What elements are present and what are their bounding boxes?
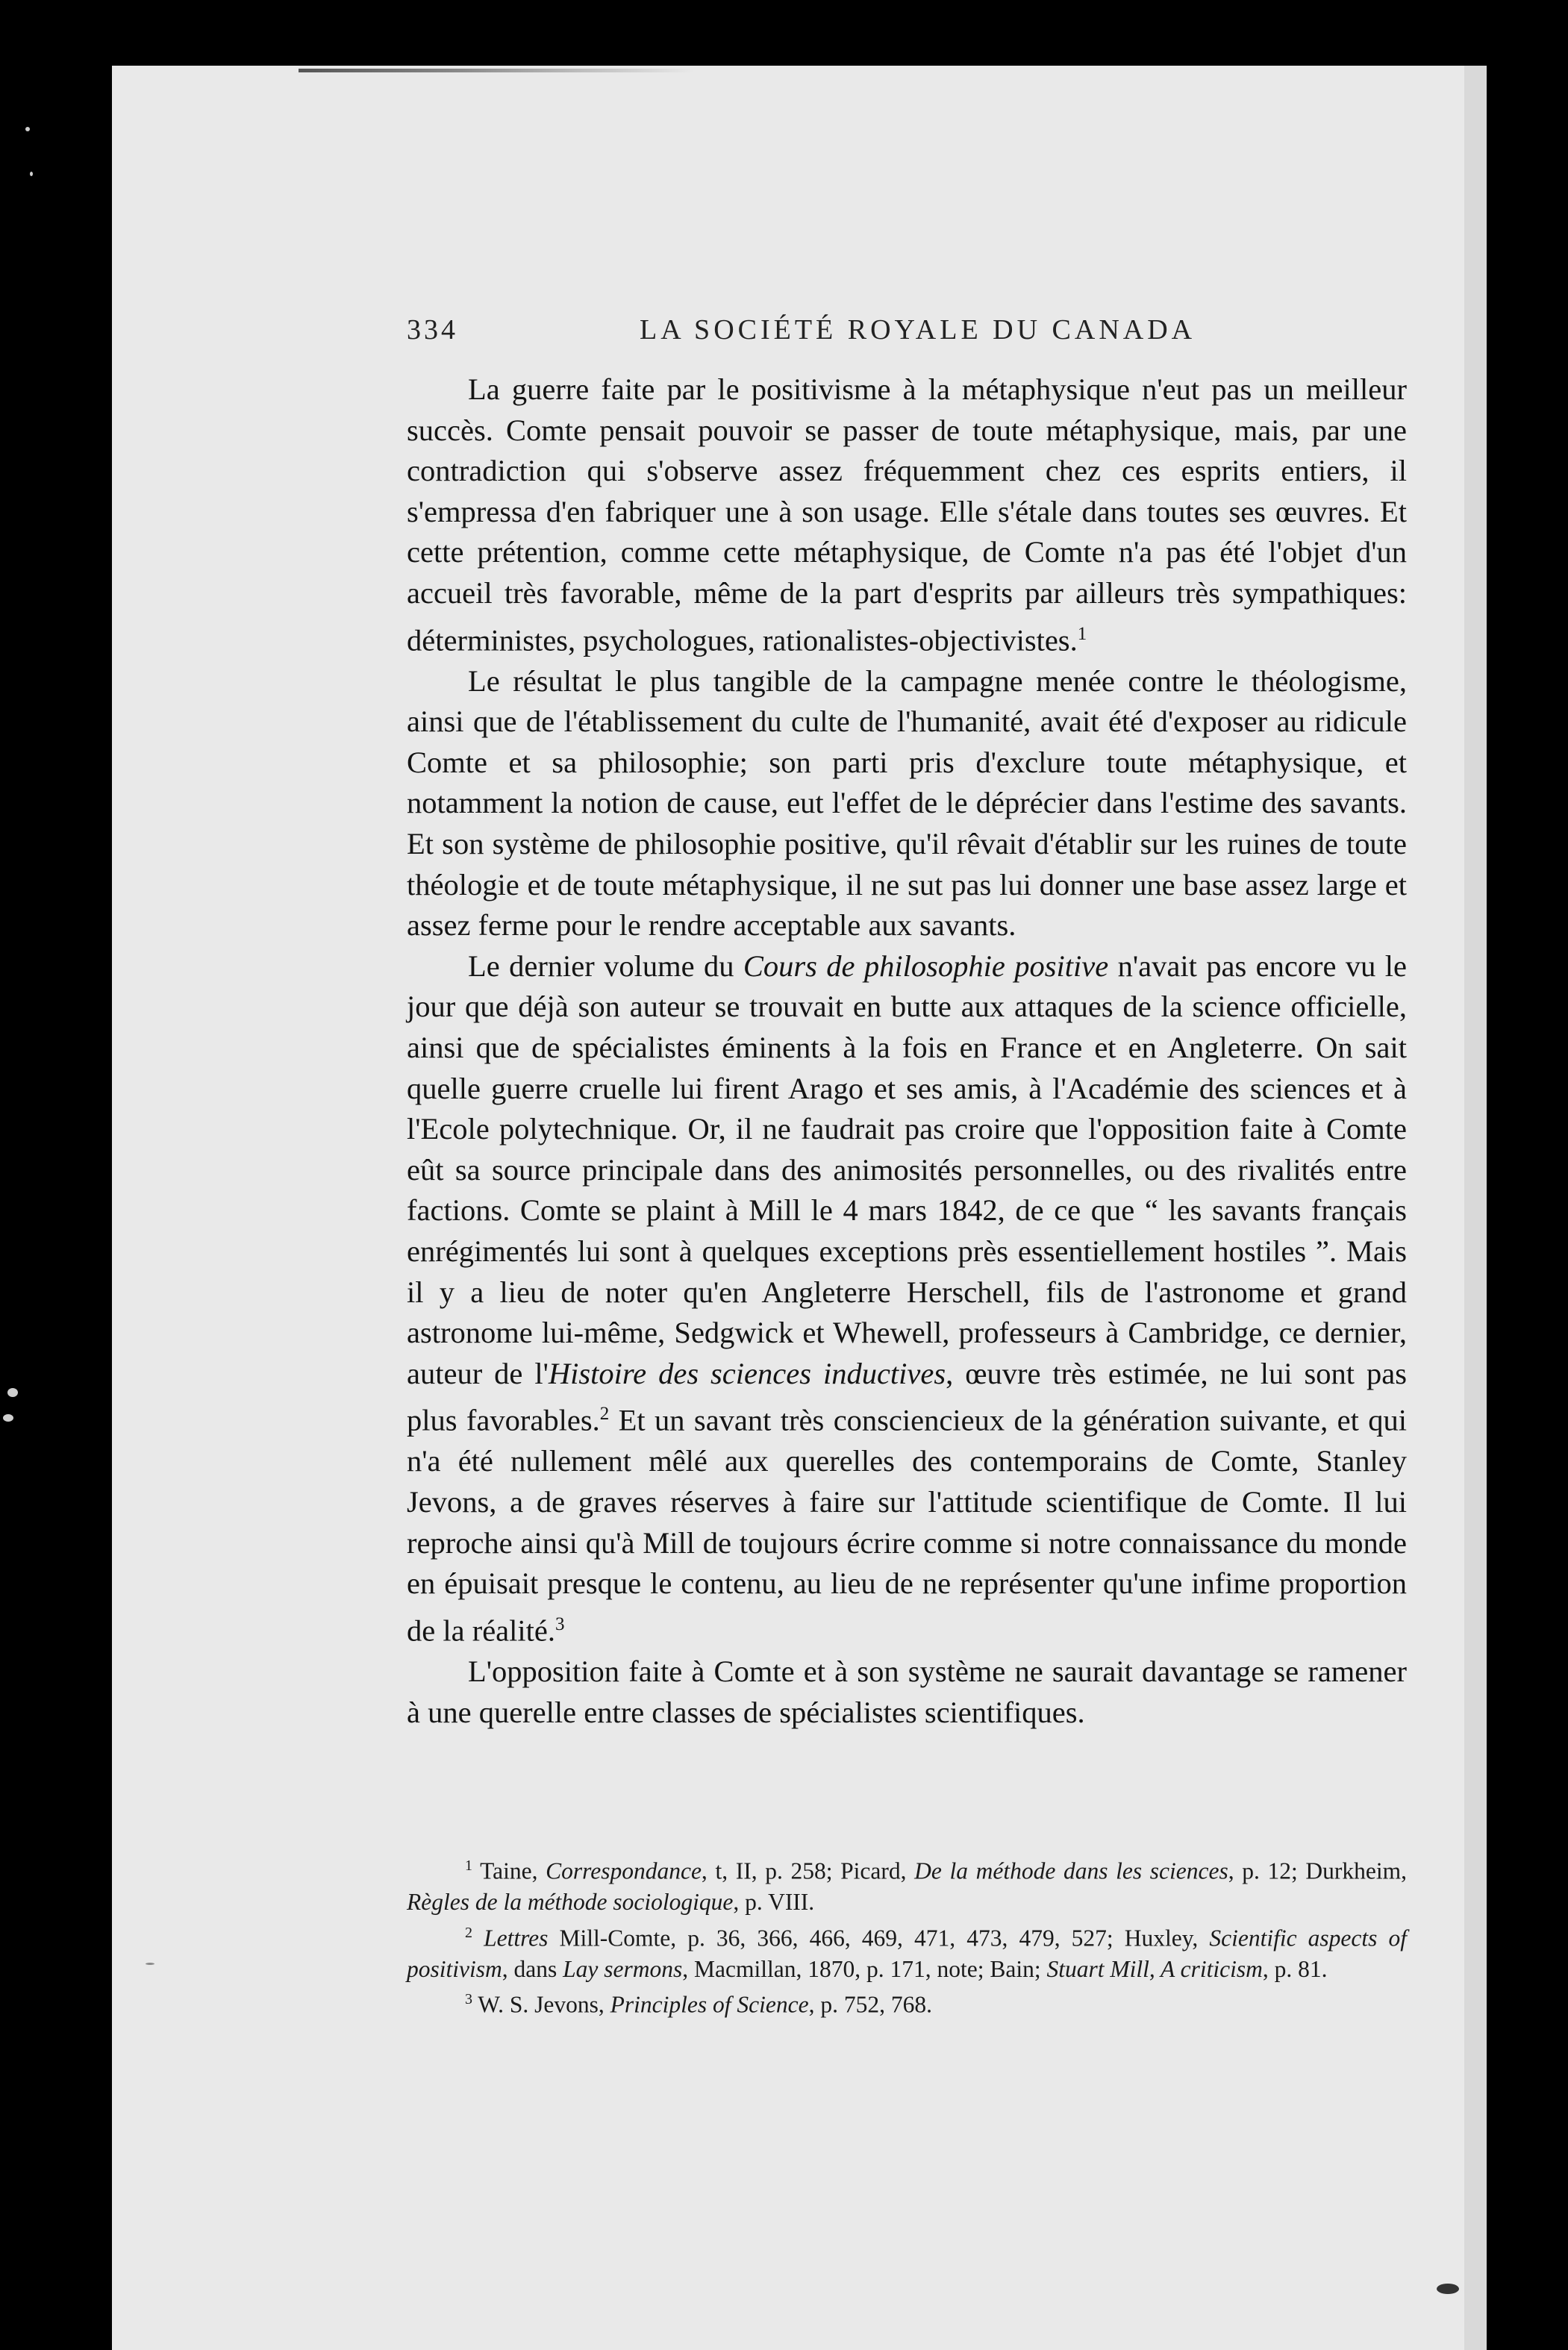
paragraph-text: , œuvre très estimée, ne lui sont pas plus favorables. xyxy=(407,1356,1407,1437)
paragraph-text: Le résultat le plus tangible de la campagne menée contre le théologisme, ainsi que de l'établissement du culte de l'humanité, avait été d'exposer au ridicule Comte et sa philosophie; son parti pris d'exclure toute métaphysique, et notamment la notion de cause, eut l'effet de le déprécier dans l'estime des savants. Et son système de philosophie positive, qu'il rêvait d'établir sur les ruines de toute théologie et de toute métaphysique, il ne sut pas lui donner une base assez large et assez ferme pour le rendre acceptable aux savants. xyxy=(407,663,1407,943)
scan-speck xyxy=(30,172,33,176)
footnote-title: De la méthode dans les sciences xyxy=(914,1857,1228,1884)
scan-speck xyxy=(25,127,30,131)
scan-speck xyxy=(146,1963,154,1965)
footnote-text: Taine, xyxy=(472,1857,546,1884)
footnote-ref: 3 xyxy=(555,1613,565,1634)
paragraph xyxy=(407,1651,1407,1733)
footnote-text: , p. 12; Durkheim, xyxy=(1228,1857,1407,1884)
footnote-number: 1 xyxy=(465,1857,472,1874)
footnote-text: , dans xyxy=(502,1955,563,1982)
footnote-text: W. S. Jevons, xyxy=(472,1991,610,2018)
footnote-title: Scientific aspects of positivism xyxy=(407,1925,1407,1982)
footnote-ref: 1 xyxy=(1077,623,1087,644)
footnote xyxy=(407,1851,1407,1918)
footnote-text: , t, II, p. 258; Picard, xyxy=(701,1857,915,1884)
footnote-number: 3 xyxy=(465,1991,472,2008)
footnote-title: Principles of Science xyxy=(610,1991,809,2018)
paragraph-text: Le dernier volume du xyxy=(468,949,743,983)
footnote-title: Lay sermons xyxy=(563,1955,683,1982)
scan-speck xyxy=(1437,2284,1459,2294)
footnote-title: Règles de la méthode sociologique xyxy=(407,1889,734,1916)
paragraph xyxy=(407,661,1407,946)
scan-speck xyxy=(3,1414,13,1422)
running-header xyxy=(407,313,1414,351)
footnote-number: 2 xyxy=(465,1924,472,1941)
paragraph-text: L'opposition faite à Comte et à son système ne saurait davantage se ramener à une querelle entre classes de spécialistes scientifiques. xyxy=(407,1654,1407,1729)
footnote-title: Stuart Mill, A criticism xyxy=(1046,1955,1263,1982)
footnote xyxy=(407,1984,1407,2020)
footnote-text: , Macmillan, 1870, p. 171, note; Bain; xyxy=(682,1955,1047,1982)
footnotes xyxy=(407,1851,1407,2020)
footnote-title: Correspondance xyxy=(546,1857,702,1884)
footnote xyxy=(407,1918,1407,1985)
book-title: Histoire des sciences inductives xyxy=(548,1356,946,1390)
running-title: LA SOCIÉTÉ ROYALE DU CANADA xyxy=(640,314,1196,346)
footnote-text: , p. 752, 768. xyxy=(808,1991,932,2018)
footnote-text: , p. VIII. xyxy=(733,1889,815,1916)
footnote-text: , p. 81. xyxy=(1262,1955,1328,1982)
scan-artifact-rule xyxy=(299,69,694,72)
paragraph-text: Et un savant très consciencieux de la génération suivante, et qui n'a été nullement mêlé aux querelles des contemporains de Comte, Stanley Jevons, a de graves réserves à faire sur l'attitude scientifique de Comte. Il lui reproche ainsi qu'à Mill de toujours écrire comme si notre connaissance du monde en épuisait presque le contenu, au lieu de ne représenter qu'une infime proportion de la réalité. xyxy=(407,1403,1407,1648)
page-number: 334 xyxy=(407,314,458,346)
paragraph-text: La guerre faite par le positivisme à la métaphysique n'eut pas un meilleur succès. Comte pensait pouvoir se passer de toute métaphysique, mais, par une contradiction qui s'observe assez fréquemment chez ces esprits entiers, il s'empressa d'en fabriquer une à son usage. Elle s'étale dans toutes ses œuvres. Et cette prétention, comme cette métaphysique, de Comte n'a pas été l'objet d'un accueil très favorable, même de la part d'esprits par ailleurs très sympathiques: déterministes, psychologues, rationalistes-objectivistes. xyxy=(407,372,1407,657)
paragraph-text: n'avait pas encore vu le jour que déjà son auteur se trouvait en butte aux attaques de la science officielle, ainsi que de spécialistes éminents à la fois en France et en Angleterre. On sait quelle guerre cruelle lui firent Arago et ses amis, à l'Académie des sciences et à l'Ecole polytechnique. Or, il ne faudrait pas croire que l'opposition faite à Comte eût sa source principale dans des animosités personnelles, ou des rivalités entre factions. Comte se plaint à Mill le 4 mars 1842, de ce que “ les savants français enrégimentés lui sont à quelques exceptions près essentiellement hostiles ”. Mais il y a lieu de noter qu'en Angleterre Herschell, fils de l'astronome et grand astronome lui-même, Sedgwick et Whewell, professeurs à Cambridge, ce dernier, auteur de l' xyxy=(407,949,1407,1390)
footnote-title: Lettres xyxy=(472,1925,549,1951)
body-text xyxy=(407,369,1407,1733)
paragraph xyxy=(407,946,1407,1651)
footnote-ref: 2 xyxy=(599,1404,610,1425)
paragraph xyxy=(407,369,1407,661)
footnote-text: Mill-Comte, p. 36, 366, 466, 469, 471, 473, 479, 527; Huxley, xyxy=(548,1925,1210,1951)
page-edge-strip xyxy=(1464,66,1487,2350)
scan-speck xyxy=(7,1388,18,1397)
book-title: Cours de philosophie positive xyxy=(743,949,1109,983)
